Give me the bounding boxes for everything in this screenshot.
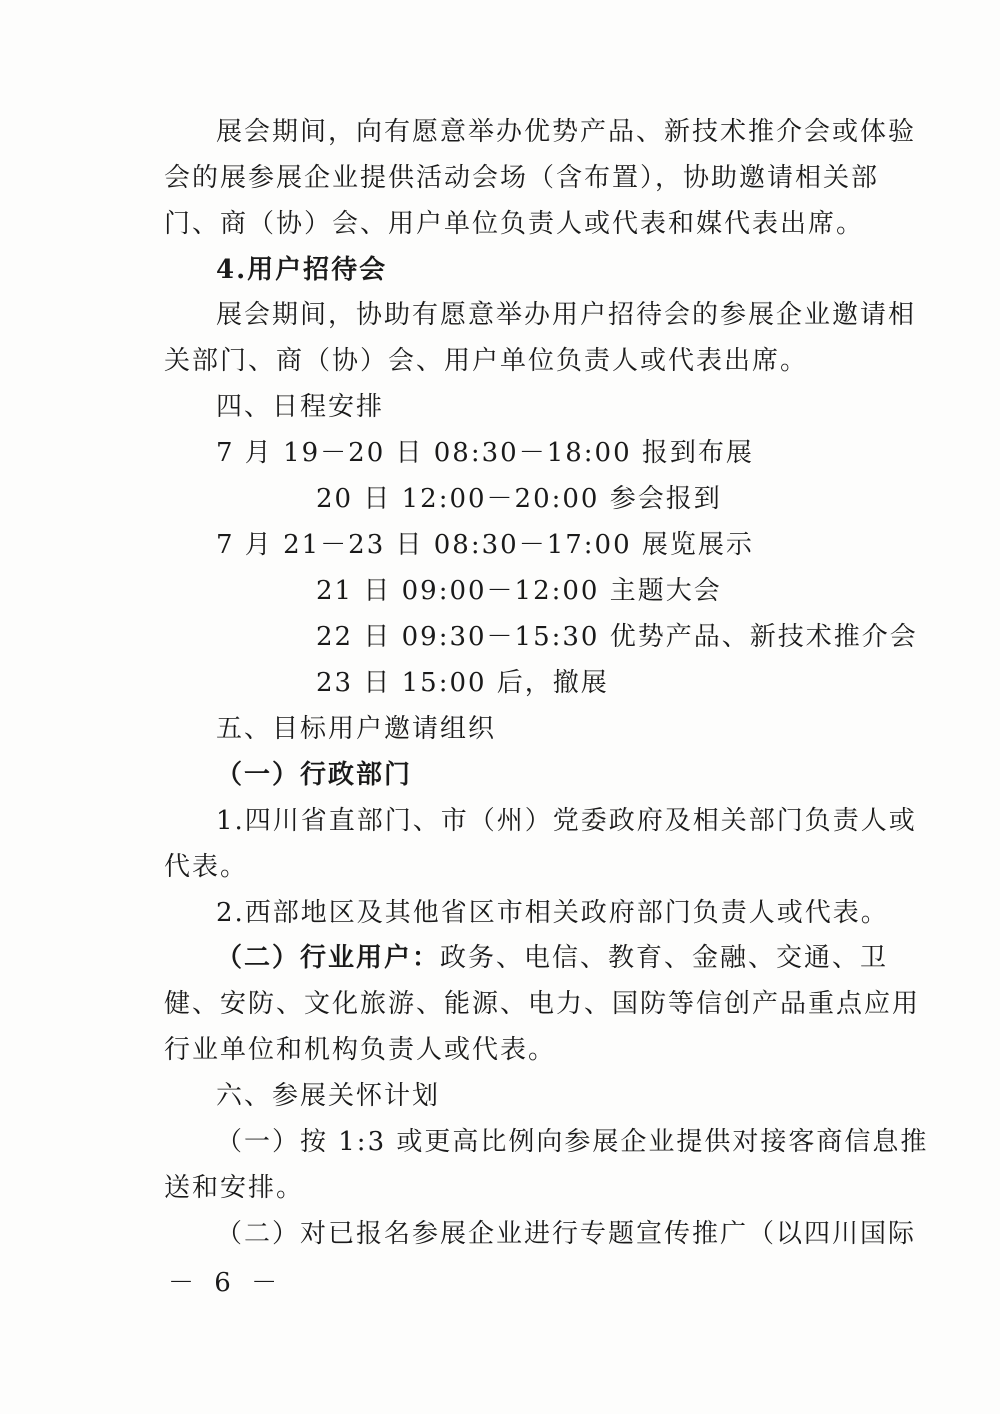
section-heading-care-plan: 六、参展关怀计划 bbox=[216, 1081, 441, 1111]
schedule-line: 20 日 12:00－20:00 参会报到 bbox=[316, 484, 722, 514]
paragraph-line: 会的展参展企业提供活动会场（含布置），协助邀请相关部 bbox=[164, 163, 880, 193]
paragraph-line: 关部门、商（协）会、用户单位负责人或代表出席。 bbox=[164, 346, 809, 376]
paragraph-line: 展会期间，向有愿意举办优势产品、新技术推介会或体验 bbox=[216, 117, 917, 147]
paragraph-line: 行业单位和机构负责人或代表。 bbox=[164, 1035, 557, 1065]
section-heading-target-users: 五、目标用户邀请组织 bbox=[216, 714, 497, 744]
schedule-line: 21 日 09:00－12:00 主题大会 bbox=[316, 576, 722, 606]
subheading-admin-departments: （一）行政部门 bbox=[216, 760, 413, 790]
subheading-industry-users: （二）行业用户： bbox=[216, 943, 441, 973]
list-item-line: 送和安排。 bbox=[164, 1173, 305, 1203]
schedule-line: 22 日 09:30－15:30 优势产品、新技术推介会 bbox=[316, 622, 918, 652]
page-number: － 6 － bbox=[168, 1268, 284, 1298]
schedule-line: 23 日 15:00 后，撤展 bbox=[316, 668, 609, 698]
list-item-line: （一）按 1:3 或更高比例向参展企业提供对接客商信息推 bbox=[216, 1127, 929, 1157]
industry-users-text: 政务、电信、教育、金融、交通、卫 bbox=[440, 943, 889, 973]
section-heading-schedule: 四、日程安排 bbox=[216, 392, 385, 422]
subheading-user-reception: 4.用户招待会 bbox=[216, 255, 388, 285]
paragraph-line: 健、安防、文化旅游、能源、电力、国防等信创产品重点应用 bbox=[164, 989, 921, 1019]
paragraph-line: 门、商（协）会、用户单位负责人或代表和媒代表出席。 bbox=[164, 209, 865, 239]
paragraph-line: 展会期间，协助有愿意举办用户招待会的参展企业邀请相 bbox=[216, 300, 917, 330]
industry-users-line bbox=[216, 942, 888, 974]
schedule-line: 7 月 19－20 日 08:30－18:00 报到布展 bbox=[216, 438, 754, 468]
list-item-line: 2.西部地区及其他省区市相关政府部门负责人或代表。 bbox=[216, 898, 889, 928]
schedule-line: 7 月 21－23 日 08:30－17:00 展览展示 bbox=[216, 530, 754, 560]
list-item-line: 代表。 bbox=[164, 852, 249, 882]
list-item-line: （二）对已报名参展企业进行专题宣传推广（以四川国际 bbox=[216, 1219, 917, 1249]
list-item-line: 1.四川省直部门、市（州）党委政府及相关部门负责人或 bbox=[216, 806, 917, 836]
